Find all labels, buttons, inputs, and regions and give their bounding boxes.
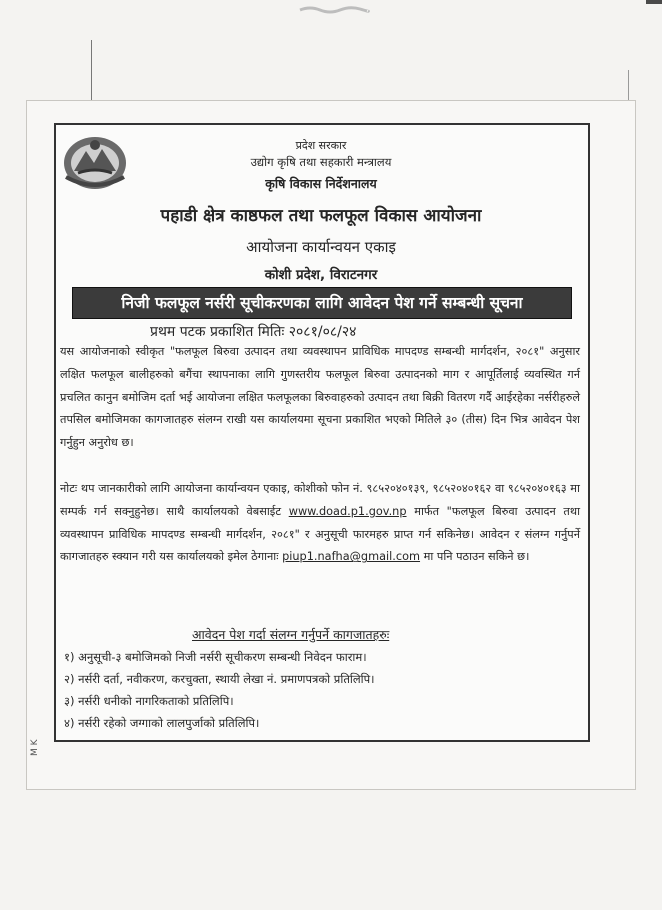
office-website-link[interactable]: www.doad.p1.gov.np bbox=[288, 504, 407, 518]
header-unit: आयोजना कार्यान्वयन एकाइ bbox=[246, 238, 396, 256]
publication-date-value: २०८१/०८/२४ bbox=[288, 324, 357, 340]
attachment-item: ४) नर्सरी रहेको जग्गाको लालपुर्जाको प्रतिलिपि। bbox=[64, 716, 260, 730]
note-text-part-2: मार्फत "फलफूल बिरुवा उत्पादन तथा व्यवस्थापन प्राविधिक मापदण्ड सम्बन्धी मार्गदर्शन, २०८१" र अनुसूची फारमहरु प्राप्त गर्न सकिनेछ। आवेदन र संलग्न गर्नुपर्ने कागजातहरु स्क्यान गरी यस कार्यालयको इमेल ठेगानाः bbox=[60, 504, 581, 564]
notice-title-banner: निजी फलफूल नर्सरी सूचीकरणका लागि आवेदन पेश गर्ने सम्बन्धी सूचना bbox=[72, 287, 572, 319]
notice-body-paragraph: यस आयोजनाको स्वीकृत "फलफूल बिरुवा उत्पादन तथा व्यवस्थापन प्राविधिक मापदण्ड सम्बन्धी मार्गदर्शन, २०८१" अनुसार लक्षित फलफूल बालीहरुको बगैंचा स्थापनाका लागि गुणस्तरीय फलफूल बिरुवा उत्पादनको माग र आपूर्तिलाई व्यवस्थित गर्न प्रचलित कानुन बमोजिम दर्ता भई आयोजना लक्षित फलफूलका बिरुवाहरुको उत्पादन तथा बिक्री वितरण गर्दै आईरहेका नर्सरीहरुले तपसिल बमोजिमका कागजातहरु संलग्न राखी यस कार्यालयमा सूचना प्रकाशित भएको मितिले ३० (तीस) दिन भित्र आवेदन पेश गर्नुहुन अनुरोध छ। bbox=[60, 345, 580, 450]
header-province-government: प्रदेश सरकार bbox=[295, 139, 347, 152]
attachment-item: ३) नर्सरी धनीको नागरिकताको प्रतिलिपि। bbox=[64, 694, 234, 708]
attachments-heading: आवेदन पेश गर्दा संलग्न गर्नुपर्ने कागजातहरुः bbox=[192, 627, 390, 642]
margin-code: M K bbox=[30, 739, 40, 756]
publication-date-line bbox=[150, 322, 356, 341]
header-directorate: कृषि विकास निर्देशनालय bbox=[265, 176, 377, 191]
header-project-name: पहाडी क्षेत्र काष्ठफल तथा फलफूल विकास आयोजना bbox=[160, 206, 482, 226]
office-email-link[interactable]: piup1.nafha@gmail.com bbox=[282, 550, 421, 564]
attachment-item: २) नर्सरी दर्ता, नवीकरण, करचुक्ता, स्थायी लेखा नं. प्रमाणपत्रको प्रतिलिपि। bbox=[64, 672, 375, 686]
note-text-part-1: नोटः थप जानकारीको लागि आयोजना कार्यान्वयन एकाइ, कोशीको फोन नं. ९८५२०४०१३९, ९८५२०४०१६२ वा ९८५२०४०१६३ मा सम्पर्क गर्न सक्नुहुनेछ। साथै कार्यालयको वेबसाईट bbox=[60, 482, 580, 518]
scan-corner-mark bbox=[646, 0, 662, 4]
scan-left-rule bbox=[91, 40, 92, 100]
publication-date-label: प्रथम पटक प्रकाशित मितिः bbox=[150, 324, 285, 340]
notice-contact-note bbox=[60, 478, 580, 569]
smudge-mark bbox=[298, 4, 370, 16]
attachment-item: १) अनुसूची-३ बमोजिमको निजी नर्सरी सूचीकरण सम्बन्धी निवेदन फाराम। bbox=[64, 650, 367, 664]
note-text-part-3: मा पनि पठाउन सकिने छ। bbox=[423, 550, 530, 564]
header-location: कोशी प्रदेश, विराटनगर bbox=[264, 267, 378, 283]
header-ministry: उद्योग कृषि तथा सहकारी मन्त्रालय bbox=[250, 155, 392, 169]
attachments-list bbox=[64, 646, 564, 734]
